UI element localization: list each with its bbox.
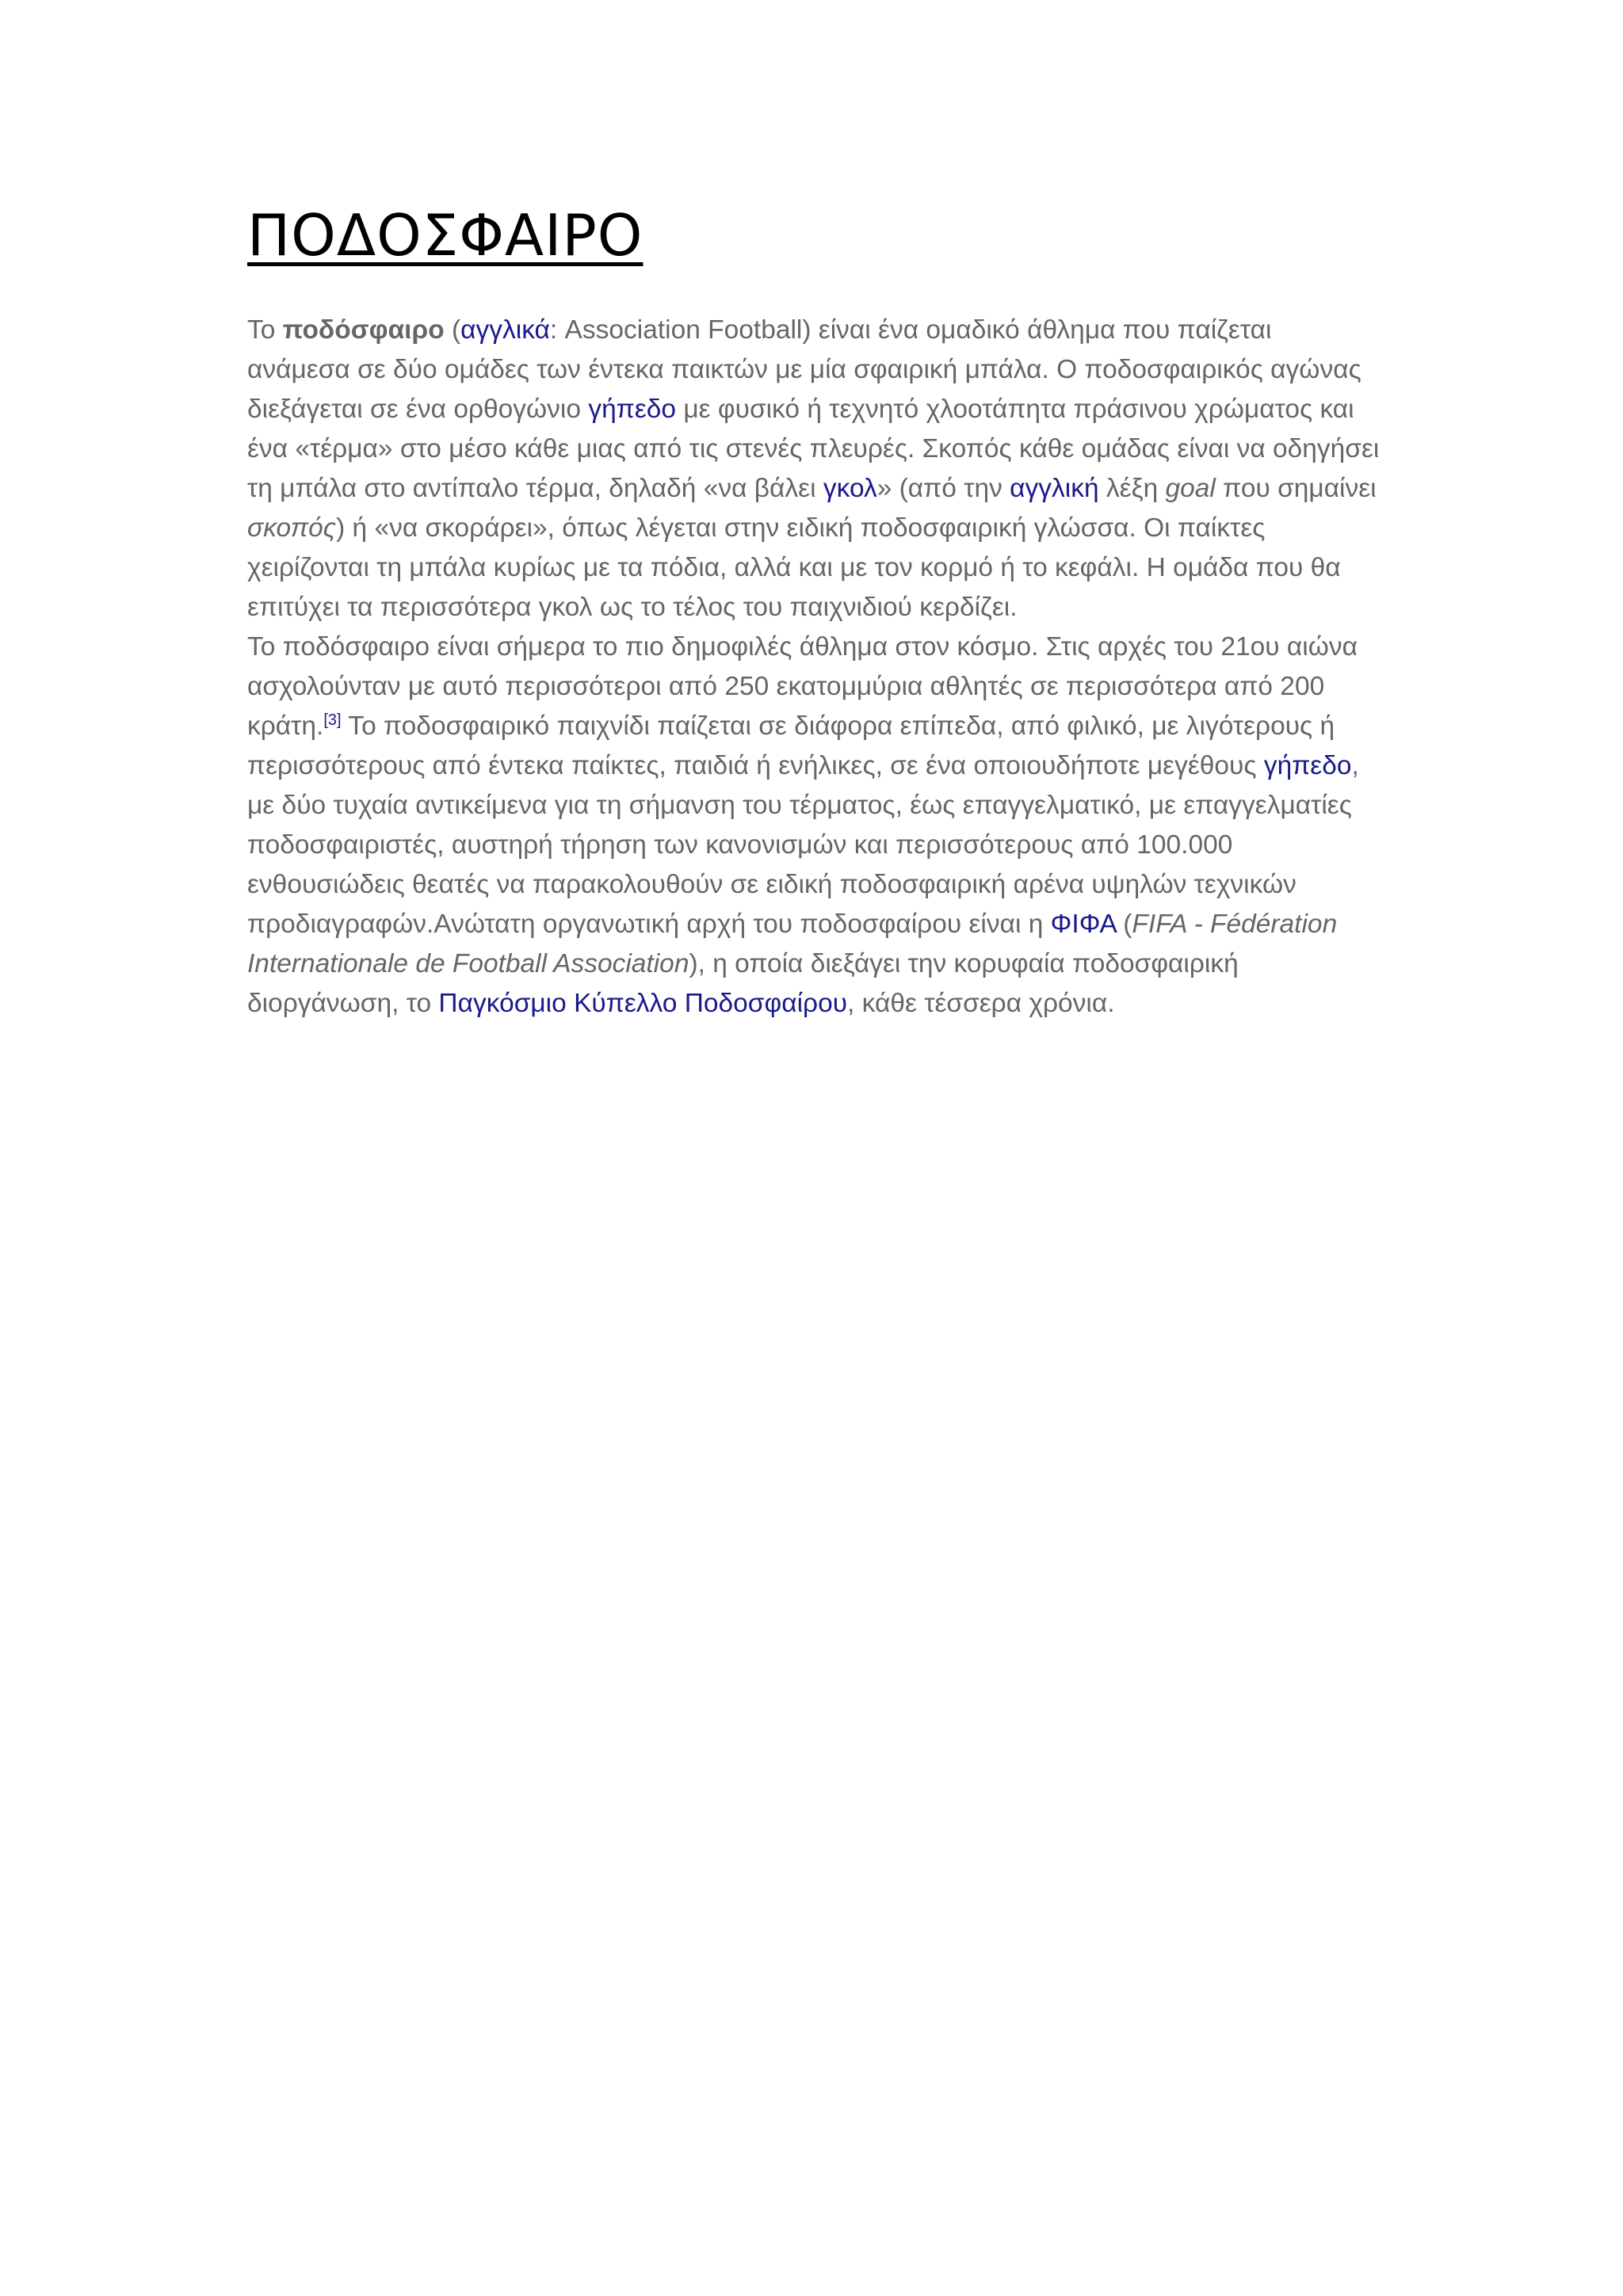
text-run: Το ποδοσφαιρικό παιχνίδι παίζεται σε διάφορα επίπεδα, από φιλικό, με λιγότερους ή περισσότερους από έντεκα παίκτες, παιδιά ή ενήλικες, σε ένα οποιουδήποτε μεγέθους — [247, 711, 1335, 780]
link-pitch[interactable]: γήπεδο — [588, 395, 677, 424]
link-english-language[interactable]: αγγλική — [1010, 474, 1099, 503]
italic-goal: goal — [1165, 474, 1216, 503]
document-title: ΠΟΔΟΣΦΑΙΡΟ — [247, 202, 643, 269]
italic-fifa-name: FIFA - Fédération Internationale de Football Association — [247, 910, 1338, 978]
bold-term-football: ποδόσφαιρο — [282, 315, 445, 345]
link-goal[interactable]: γκολ — [823, 474, 877, 503]
text-run: Το ποδόσφαιρο είναι σήμερα το πιο δημοφιλές άθλημα στον κόσμο. Στις αρχές του 21ου αιώνα ασχολούνταν με αυτό περισσότεροι από 250 εκατομμύρια αθλητές σε περισσότερα από 200 κράτη. — [247, 632, 1358, 741]
text-run: : Association Football) είναι ένα ομαδικό άθλημα που παίζεται ανάμεσα σε δύο ομάδες των έντεκα παικτών με μία σφαιρική μπάλα. Ο ποδοσφαιρικός αγώνας διεξάγεται σε ένα ορθογώνιο — [247, 315, 1361, 424]
link-world-cup[interactable]: Παγκόσμιο Κύπελλο Ποδοσφαίρου — [438, 989, 848, 1018]
text-run: ( — [444, 315, 461, 345]
link-english[interactable]: αγγλικά — [460, 315, 550, 345]
text-run: , κάθε τέσσερα χρόνια. — [847, 989, 1115, 1018]
italic-target: σκοπός — [247, 513, 337, 543]
link-pitch-2[interactable]: γήπεδο — [1263, 751, 1352, 780]
text-run: , με δύο τυχαία αντικείμενα για τη σήμανση του τέρματος, έως επαγγελματικό, με επαγγελματίες ποδοσφαιριστές, αυστηρή τήρηση των κανονισμών και περισσότερους από 100.000 ενθουσιώδεις θεατές να παρακολουθούν σε ειδική ποδοσφαιρική αρένα υψηλών τεχνικών προδιαγραφών.Ανώτατη οργανωτική αρχή του ποδοσφαίρου είναι η — [247, 751, 1359, 939]
document-body — [247, 311, 1381, 1024]
text-run: ( — [1115, 910, 1132, 939]
text-run: » (από την — [876, 474, 1010, 503]
text-run: Το — [247, 315, 283, 345]
text-run: ) ή «να σκοράρει», όπως λέγεται στην ειδική ποδοσφαιρική γλώσσα. Οι παίκτες χειρίζονται τη μπάλα κυρίως με τα πόδια, αλλά και με τον κορμό ή το κεφάλι. Η ομάδα που θα επιτύχει τα περισσότερα γκολ ως το τέλος του παιχνιδιού κερδίζει. — [247, 513, 1341, 622]
text-run: ), η οποία διεξάγει την κορυφαία ποδοσφαιρική διοργάνωση, το — [247, 949, 1239, 1018]
paragraph-intro — [247, 311, 1381, 627]
text-run: με φυσικό ή τεχνητό χλοοτάπητα πράσινου χρώματος και ένα «τέρμα» στο μέσο κάθε μιας από τις στενές πλευρές. Σκοπός κάθε ομάδας είναι να οδηγήσει τη μπάλα στο αντίπαλο τέρμα, δηλαδή «να βάλει — [247, 395, 1380, 503]
text-run: που σημαίνει — [1215, 474, 1377, 503]
text-run: λέξη — [1098, 474, 1166, 503]
paragraph-popularity — [247, 627, 1381, 1024]
link-fifa[interactable]: ΦΙΦΑ — [1050, 910, 1116, 939]
reference-link[interactable]: [3] — [323, 711, 342, 729]
